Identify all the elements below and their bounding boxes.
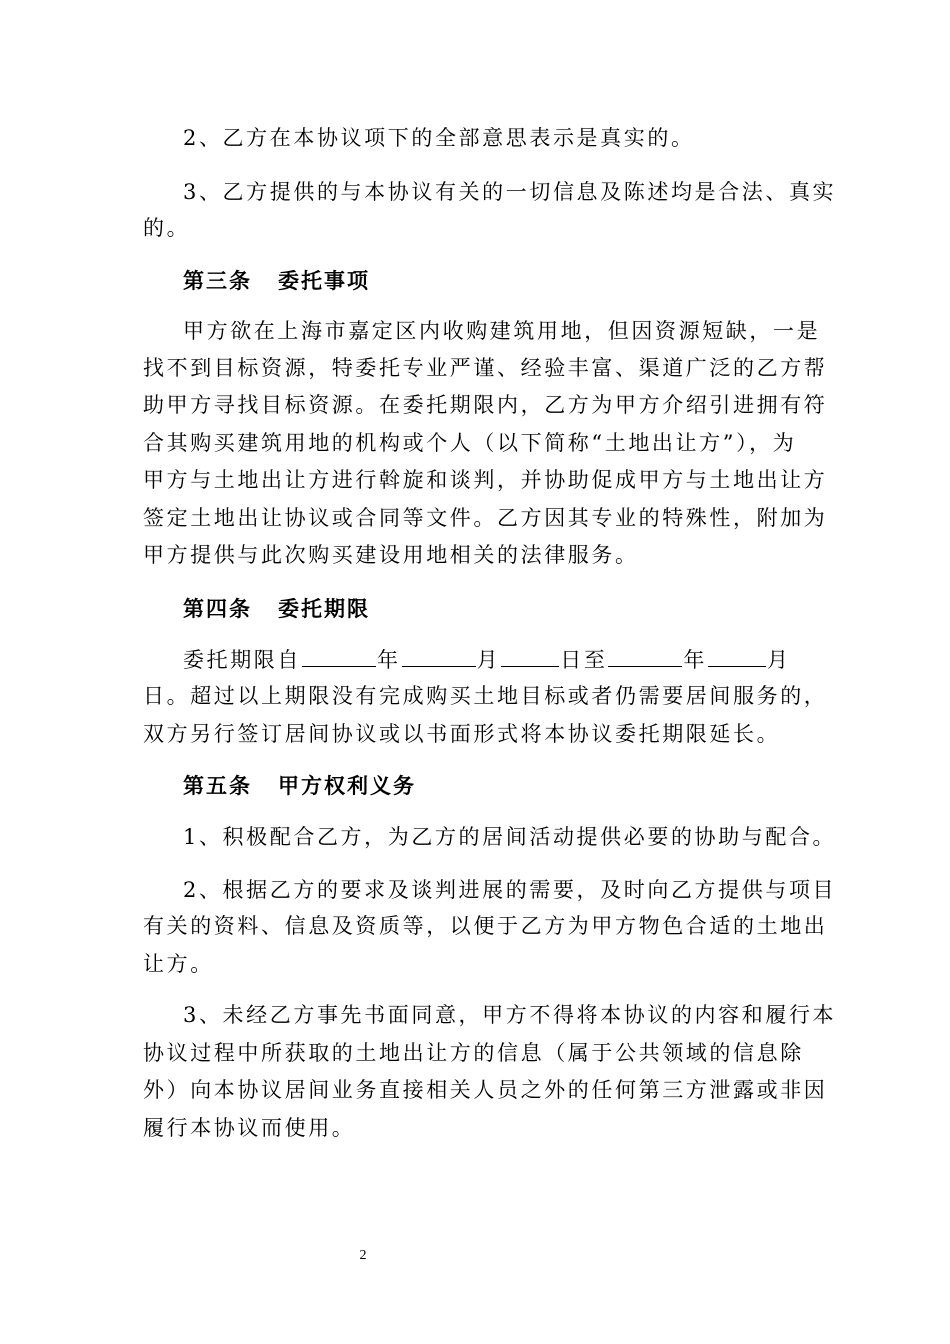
term-prefix: 委托期限自	[183, 648, 301, 672]
year-blank	[302, 644, 376, 667]
paragraph-line: 2、乙方在本协议项下的全部意思表示是真实的。	[183, 126, 695, 150]
month-label: 月	[476, 648, 501, 672]
paragraph-line: 助甲方寻找目标资源。在委托期限内，乙方为甲方介绍引进拥有符	[143, 393, 828, 417]
paragraph-line: 甲方欲在上海市嘉定区内收购建筑用地，但因资源短缺，一是	[183, 319, 821, 343]
paragraph-line: 找不到目标资源，特委托专业严谨、经验丰富、渠道广泛的乙方帮	[143, 356, 828, 380]
paragraph-line: 双方另行签订居间协议或以书面形式将本协议委托期限延长。	[143, 722, 781, 746]
paragraph-line: 有关的资料、信息及资质等，以便于乙方为甲方物色合适的土地出	[143, 914, 828, 938]
day-blank	[501, 644, 559, 667]
article-number: 第五条	[183, 773, 252, 798]
term-line	[183, 644, 791, 674]
paragraph-line: 3、乙方提供的与本协议有关的一切信息及陈述均是合法、真实	[183, 180, 837, 204]
paragraph-line: 外）向本协议居间业务直接相关人员之外的任何第三方泄露或非因	[143, 1078, 828, 1102]
paragraph-line: 甲方提供与此次购买建设用地相关的法律服务。	[143, 543, 639, 567]
article-5-heading	[183, 771, 416, 801]
paragraph-line: 2、根据乙方的要求及谈判进展的需要，及时向乙方提供与项目	[183, 878, 837, 902]
paragraph-line: 日。超过以上期限没有完成购买土地目标或者仍需要居间服务的，	[143, 684, 828, 708]
month-blank	[708, 644, 766, 667]
month-label: 月	[767, 648, 791, 672]
article-title: 甲方权利义务	[278, 773, 416, 798]
article-4-heading	[183, 594, 370, 624]
article-number: 第三条	[183, 268, 252, 293]
paragraph-line: 3、未经乙方事先书面同意，甲方不得将本协议的内容和履行本	[183, 1003, 837, 1027]
article-3-heading	[183, 266, 370, 296]
day-to-label: 日至	[560, 648, 608, 672]
article-number: 第四条	[183, 596, 252, 621]
paragraph-line: 1、积极配合乙方，为乙方的居间活动提供必要的协助与配合。	[183, 825, 837, 849]
paragraph-line: 履行本协议而使用。	[143, 1116, 356, 1140]
year-label: 年	[377, 648, 401, 672]
paragraph-line: 甲方与土地出让方进行斡旋和谈判，并协助促成甲方与土地出让方	[143, 468, 828, 492]
article-title: 委托事项	[278, 268, 370, 293]
year-blank	[608, 644, 682, 667]
article-title: 委托期限	[278, 596, 370, 621]
paragraph-line: 的。	[143, 216, 191, 240]
paragraph-line: 协议过程中所获取的土地出让方的信息（属于公共领域的信息除	[143, 1041, 804, 1065]
year-label: 年	[683, 648, 708, 672]
paragraph-line: 签定土地出让协议或合同等文件。乙方因其专业的特殊性，附加为	[143, 506, 828, 530]
paragraph-line: 让方。	[143, 952, 214, 976]
page-number: 2	[359, 1248, 367, 1263]
month-blank	[402, 644, 476, 667]
paragraph-line: 合其购买建筑用地的机构或个人（以下简称“土地出让方”），为	[143, 431, 797, 455]
